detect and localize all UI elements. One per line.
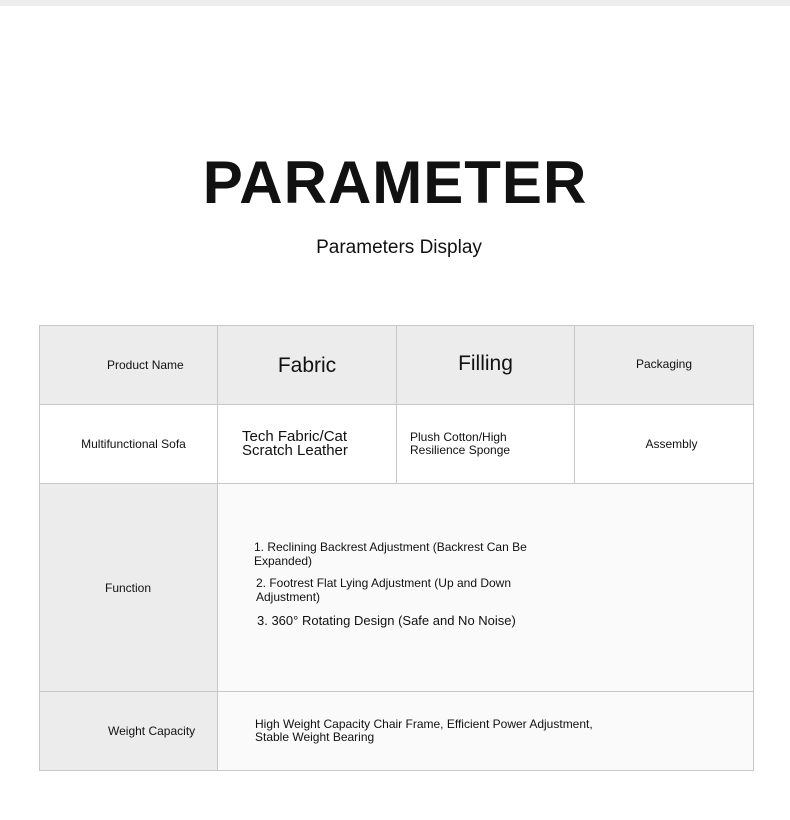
- cell-packaging-value: [575, 405, 754, 484]
- cell-function-value: [218, 484, 754, 692]
- weight-capacity-value: High Weight Capacity Chair Frame, Efficient Power Adjustment, Stable Weight Bearing: [255, 717, 593, 744]
- filling-value: Plush Cotton/High Resilience Sponge: [410, 430, 511, 457]
- filling-header: Filling: [458, 351, 513, 375]
- cell-function-label: [40, 484, 218, 692]
- function-list: [218, 540, 753, 628]
- function-item-1: 1. Reclining Backrest Adjustment (Backrest Can Be Expanded): [254, 539, 527, 568]
- header-cell-packaging: [575, 326, 754, 405]
- top-divider-bar: [0, 0, 790, 6]
- header-cell-fabric: [218, 326, 397, 405]
- cell-filling-value: [397, 405, 575, 484]
- function-item-2: 2. Footrest Flat Lying Adjustment (Up and Down Adjustment): [256, 575, 512, 604]
- cell-product-label: [40, 405, 218, 484]
- function-item-3: 3. 360° Rotating Design (Safe and No Noise): [257, 612, 516, 628]
- function-label: Function: [105, 580, 152, 595]
- header-cell-product-name: [40, 326, 218, 405]
- page-subtitle: Parameters Display: [316, 237, 482, 258]
- header-cell-filling: [397, 326, 575, 405]
- cell-fabric-value: [218, 405, 397, 484]
- multifunctional-sofa-label: Multifunctional Sofa: [81, 437, 186, 451]
- cell-weight-value: [218, 692, 754, 771]
- parameter-table: [39, 325, 754, 771]
- fabric-header: Fabric: [277, 354, 337, 377]
- table-row-weight: [40, 692, 754, 771]
- cell-weight-label: [40, 692, 218, 771]
- table-row-product: [40, 405, 754, 484]
- packaging-header: Packaging: [635, 357, 693, 371]
- packaging-value: Assembly: [645, 437, 698, 451]
- fabric-value: Tech Fabric/Cat Scratch Leather: [242, 428, 348, 459]
- product-name-label: Product Name: [107, 358, 184, 372]
- table-row-function: [40, 484, 754, 692]
- weight-capacity-label: Weight Capacity: [108, 724, 196, 738]
- page-title: PARAMETER: [202, 149, 588, 216]
- table-row-header: [40, 326, 754, 405]
